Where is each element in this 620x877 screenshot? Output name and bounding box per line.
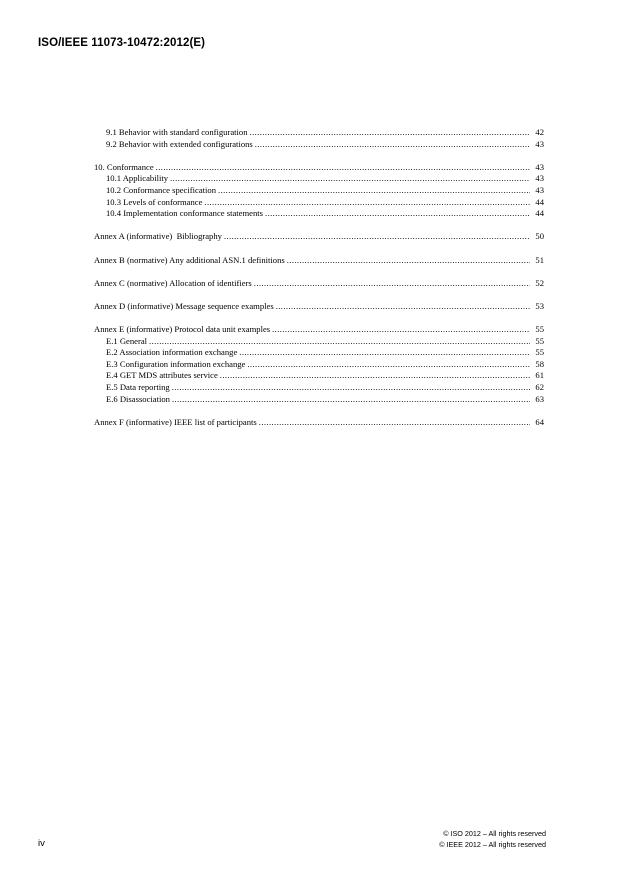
toc-entry-title: 10.2 Conformance specification (106, 184, 217, 195)
toc-entry-title: Annex D (informative) Message sequence examples (94, 300, 274, 311)
toc-entry-annex-e[interactable] (94, 324, 544, 336)
toc-entry-title: E.3 Configuration information exchange (106, 358, 246, 369)
toc-leader-dots (254, 278, 530, 290)
toc-entry-page: 55 (535, 335, 544, 346)
toc-leader-dots (172, 382, 530, 394)
toc-leader-dots (250, 127, 530, 139)
toc-entry-e-4[interactable] (94, 370, 544, 382)
toc-entry-annex-b[interactable] (94, 255, 544, 267)
toc-entry-title: E.6 Disassociation (106, 393, 170, 404)
toc-leader-dots (239, 347, 530, 359)
toc-leader-dots (224, 231, 530, 243)
toc-entry-annex-a[interactable] (94, 231, 544, 243)
toc-entry-10-2[interactable] (94, 185, 544, 197)
toc-entry-e-6[interactable] (94, 394, 544, 406)
toc-entry-page: 64 (535, 416, 544, 427)
toc-entry-e-2[interactable] (94, 347, 544, 359)
toc-leader-dots (149, 336, 530, 348)
toc-entry-10-1[interactable] (94, 173, 544, 185)
toc-entry-title: Annex A (informative) Bibliography (94, 231, 222, 242)
toc-entry-9-2[interactable] (94, 139, 544, 151)
toc-entry-annex-c[interactable] (94, 278, 544, 290)
toc-entry-page: 52 (535, 277, 544, 288)
toc-leader-dots (247, 359, 530, 371)
toc-leader-dots (220, 370, 530, 382)
toc-entry-title: E.5 Data reporting (106, 382, 170, 393)
toc-entry-title: E.2 Association information exchange (106, 347, 238, 358)
toc-entry-title: Annex B (normative) Any additional ASN.1 definitions (94, 254, 285, 265)
toc-entry-page: 44 (535, 208, 544, 219)
toc-leader-dots (272, 324, 530, 336)
toc-entry-9-1[interactable] (94, 127, 544, 139)
toc-entry-e-5[interactable] (94, 382, 544, 394)
toc-entry-annex-f[interactable] (94, 417, 544, 429)
toc-entry-page: 43 (535, 161, 544, 172)
toc-entry-page: 43 (535, 138, 544, 149)
toc-entry-title: Annex E (informative) Protocol data unit examples (94, 324, 271, 335)
footer-copyright (439, 828, 546, 850)
footer-page-number: iv (38, 838, 45, 849)
toc-leader-dots (255, 139, 530, 151)
toc-entry-title: E.4 GET MDS attributes service (106, 370, 218, 381)
toc-leader-dots (170, 173, 530, 185)
toc-entry-page: 50 (535, 231, 544, 242)
toc-entry-10-4[interactable] (94, 208, 544, 220)
toc-entry-page: 55 (535, 324, 544, 335)
toc-entry-title: Annex C (normative) Allocation of identifiers (94, 277, 252, 288)
document-header-title: ISO/IEEE 11073-10472:2012(E) (38, 37, 206, 49)
toc-entry-page: 44 (535, 196, 544, 207)
toc-entry-page: 42 (535, 127, 544, 137)
toc-leader-dots (204, 197, 530, 209)
toc-entry-title: 9.2 Behavior with extended configurations (106, 138, 253, 149)
toc-leader-dots (218, 185, 530, 197)
toc-entry-e-1[interactable] (94, 336, 544, 348)
toc-entry-page: 55 (535, 347, 544, 358)
iso-copyright-notice: © ISO 2012 – All rights reserved (443, 829, 546, 838)
toc-leader-dots (287, 255, 530, 267)
toc-entry-page: 51 (535, 254, 544, 265)
toc-leader-dots (156, 162, 530, 174)
toc-entry-title: Annex F (informative) IEEE list of participants (94, 416, 257, 427)
toc-entry-title: 10. Conformance (94, 161, 154, 172)
toc-entry-annex-d[interactable] (94, 301, 544, 313)
toc-entry-page: 43 (535, 184, 544, 195)
table-of-contents (94, 127, 544, 428)
toc-entry-title: 9.1 Behavior with standard configuration (106, 127, 248, 137)
toc-entry-page: 63 (535, 393, 544, 404)
toc-leader-dots (172, 394, 530, 406)
toc-entry-10[interactable] (94, 162, 544, 174)
toc-entry-title: 10.1 Applicability (106, 173, 169, 184)
toc-entry-page: 43 (535, 173, 544, 184)
toc-entry-e-3[interactable] (94, 359, 544, 371)
toc-entry-page: 61 (535, 370, 544, 381)
toc-entry-page: 62 (535, 382, 544, 393)
toc-leader-dots (265, 208, 530, 220)
toc-entry-10-3[interactable] (94, 197, 544, 209)
toc-entry-page: 58 (535, 358, 544, 369)
toc-entry-title: 10.4 Implementation conformance statements (106, 208, 264, 219)
ieee-copyright-notice: © IEEE 2012 – All rights reserved (439, 840, 546, 849)
toc-entry-title: 10.3 Levels of conformance (106, 196, 203, 207)
toc-entry-title: E.1 General (106, 335, 148, 346)
toc-leader-dots (259, 417, 530, 429)
toc-leader-dots (276, 301, 530, 313)
toc-entry-page: 53 (535, 300, 544, 311)
